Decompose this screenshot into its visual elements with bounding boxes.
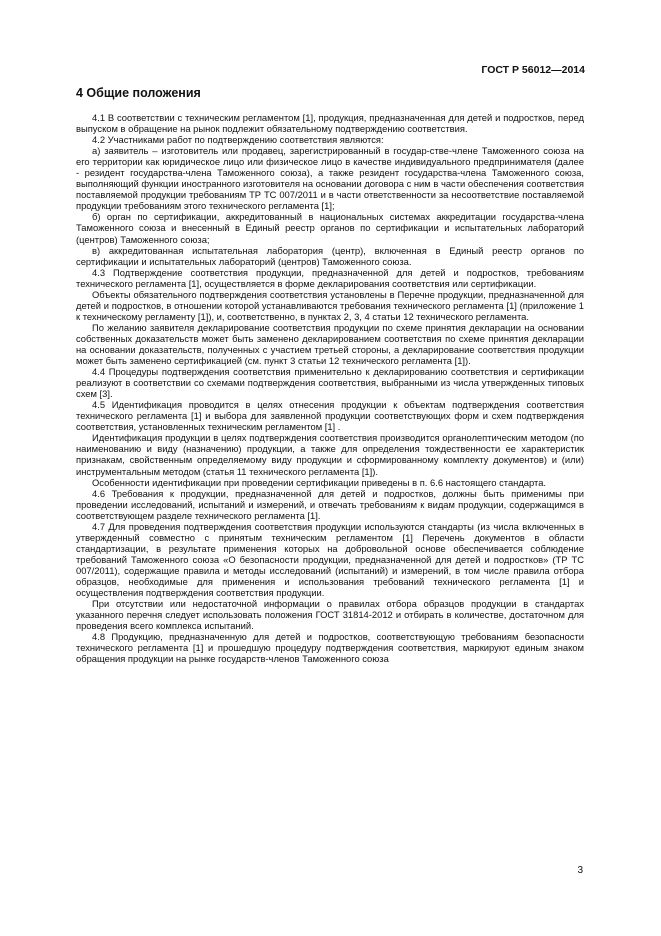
paragraph: 4.1 В соответствии с техническим регламентом [1], продукция, предназначенная для детей и подростков, перед выпуском в обращение на рынок подлежит обязательному подтверждению соответствия.	[76, 112, 584, 135]
paragraph: 4.4 Процедуры подтверждения соответствия применительно к декларированию соответствия и сертификации реализуют в соответствии со схемами подтверждения соответствия, выбранными из числа утвержденных типовых схем [3].	[76, 366, 584, 400]
paragraph: Идентификация продукции в целях подтверждения соответствия производится органолептическим методом (по наименованию и виду (назначению) продукции, а также для определения тождественности ее характеристик признакам, свойственным определяемому виду продукции и сформированному комплекту документов) и (или) инструментальным методом (статья 11 технического регламента [1]).	[76, 432, 584, 477]
paragraph: а) заявитель – изготовитель или продавец, зарегистрированный в государ-стве-члене Таможенного союза на его территории как юридическое лицо или физическое лицо в качестве индивидуального предпринимателя (далее - резидент государства-члена Таможенного союза), а также резидент государства-члена Таможенного союза, выполняющий функции иностранного изготовителя на основании договора с ним в части обеспечения соответствия поставляемой продукции требованиям ТР ТС 007/2011 и в части ответственности за несоответствие поставляемой продукции требованиям этого технического регламента [1];	[76, 145, 584, 212]
section-title: 4 Общие положения	[76, 86, 201, 100]
paragraph: При отсутствии или недостаточной информации о правилах отбора образцов продукции в стандартах указанного перечня следует использовать положения ГОСТ 31814-2012 и отбирать в количестве, достаточном для проведения всего комплекса испытаний.	[76, 598, 584, 632]
page-number: 3	[577, 865, 583, 876]
paragraph: 4.5 Идентификация проводится в целях отнесения продукции к объектам подтверждения соответствия технического регламента [1] и выбора для заявленной продукции соответствующих форм и схем подтверждения соответствия, установленных техническим регламентом [1] .	[76, 399, 584, 433]
section-body	[76, 112, 584, 664]
paragraph: 4.6 Требования к продукции, предназначенной для детей и подростков, должны быть применимы при проведении исследований, испытаний и измерений, и отвечать требованиям к видам продукции, содержащимся в соответствующем разделе технического регламента [1].	[76, 487, 584, 521]
paragraph: По желанию заявителя декларирование соответствия продукции по схеме принятия декларации на основании собственных доказательств может быть заменено декларированием соответствия по схеме принятия декларации на основании доказательств, полученных с участием третьей стороны, а декларирование соответствия продукции может быть заменено сертификацией (см. пункт 3 статьи 12 технического регламента [1]).	[76, 321, 584, 367]
paragraph: 4.8 Продукцию, предназначенную для детей и подростков, соответствующую требованиям безопасности технического регламента [1] и прошедшую процедуру подтверждения соответствия, маркируют единым знаком обращения продукции на рынке государств-членов Таможенного союза	[76, 631, 584, 665]
paragraph: в) аккредитованная испытательная лаборатория (центр), включенная в Единый реестр органов по сертификации и испытательных лабораторий (центров) Таможенного союза.	[76, 244, 584, 267]
paragraph: 4.3 Подтверждение соответствия продукции, предназначенной для детей и подростков, требованиям технического регламента [1], осуществляется в форме декларирования соответствия или сертификации.	[76, 266, 584, 289]
paragraph: Особенности идентификации при проведении сертификации приведены в п. 6.6 настоящего стандарта.	[92, 476, 547, 488]
paragraph: 4.2 Участниками работ по подтверждению соответствия являются:	[92, 134, 384, 146]
paragraph: 4.7 Для проведения подтверждения соответствия продукции используются стандарты (из числа включенных в утвержденный совместно с принятым техническим регламентом [1] Перечень документов в области стандартизации, в результате применения которых на добровольной основе обеспечивается соблюдение требований Таможенного союза «О безопасности продукции, предназначенной для детей и подростков» (ТР ТС 007/2011), содержащие правила и методы исследований (испытаний) и измерений, в том числе правила отбора образцов, необходимые для применения и использования требований технического регламента [1] и осуществления подтверждения соответствия продукции.	[76, 520, 584, 599]
paragraph: б) орган по сертификации, аккредитованный в национальных системах аккредитации государства-члена Таможенного союза и внесенный в Единый реестр органов по сертификации и испытательных лабораторий (центров) Таможенного союза;	[76, 211, 584, 245]
paragraph: Объекты обязательного подтверждения соответствия установлены в Перечне продукции, предназначенной для детей и подростков, в отношении которой устанавливаются требования технического регламента [1] (приложение 1 к техническому регламенту [1]), и, соответственно, в пунктах 2, 3, 4 статьи 12 технического регламента.	[76, 288, 584, 322]
document-header: ГОСТ Р 56012—2014	[481, 64, 585, 76]
